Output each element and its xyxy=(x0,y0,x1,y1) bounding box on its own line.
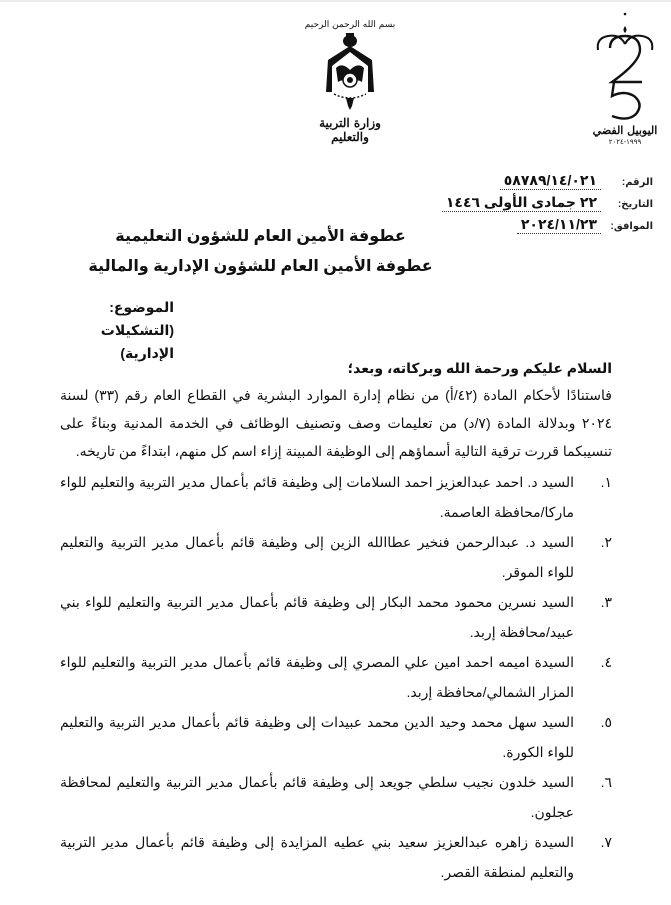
ministry-name: وزارة التربية والتعليم xyxy=(319,116,381,144)
greeting: السلام عليكم ورحمة الله وبركاته، وبعد؛ xyxy=(347,360,612,376)
reference-number-row xyxy=(433,172,653,194)
reference-number-value: ٥٨٧٨٩/١٤/٠٢١ xyxy=(500,172,601,190)
reference-number-label: الرقم: xyxy=(621,177,653,188)
reference-corresponding-value: ٢٠٢٤/١١/٢٣ xyxy=(517,216,601,234)
jubilee-25-icon xyxy=(590,8,660,126)
list-item xyxy=(60,467,612,527)
letter-body xyxy=(60,356,612,887)
promotion-list xyxy=(60,467,612,887)
jubilee-logo xyxy=(585,8,665,158)
reference-date-value: ٢٢ جمادى الأولى ١٤٤٦ xyxy=(442,194,601,212)
reference-date-row xyxy=(433,194,653,216)
coat-of-arms-icon xyxy=(318,32,382,114)
list-item xyxy=(60,767,612,827)
reference-corresponding-label: الموافق: xyxy=(610,221,653,232)
addressee-line: عطوفة الأمين العام للشؤون الإدارية والمالية xyxy=(88,258,433,275)
item-text: السيدة زاهره عبدالعزيز سعيد بني عطيه المزايدة إلى وظيفة قائم بأعمال مدير التربية والتعليم لمنطقة القصر. xyxy=(60,834,574,880)
jubilee-years: ١٩٩٩-٢٠٢٤ xyxy=(608,139,642,146)
item-text: السيد سهل محمد وحيد الدين محمد عبيدات إلى وظيفة قائم بأعمال مدير التربية والتعليم للواء الكورة. xyxy=(60,714,574,760)
list-item xyxy=(60,647,612,707)
subject-label: الموضوع: xyxy=(109,299,174,315)
page-top-edge xyxy=(0,0,671,2)
item-text: السيد د. احمد عبدالعزيز احمد السلامات إلى وظيفة قائم بأعمال مدير التربية والتعليم للواء ماركا/محافظة العاصمة. xyxy=(60,474,574,520)
reference-date-label: التاريخ: xyxy=(617,199,653,210)
list-item xyxy=(60,527,612,587)
basmala: بسم الله الرحمن الرحيم xyxy=(304,20,396,30)
item-text: السيد خلدون نجيب سلطي جويعد إلى وظيفة قائم بأعمال مدير التربية والتعليم لمحافظة عجلون. xyxy=(60,774,574,820)
item-number: ٣. xyxy=(600,594,612,610)
item-number: ٦. xyxy=(600,774,612,790)
item-number: ٥. xyxy=(600,714,612,730)
jubilee-text: اليوبيل الفضي xyxy=(592,124,658,137)
item-number: ٤. xyxy=(600,654,612,670)
item-number: ٢. xyxy=(600,534,612,550)
item-number: ١. xyxy=(600,474,612,490)
subject-value: (التشكيلات الإدارية) xyxy=(100,322,174,361)
list-item xyxy=(60,587,612,647)
addressee-block xyxy=(0,222,671,282)
ministry-letterhead xyxy=(300,10,400,150)
list-item xyxy=(60,827,612,887)
subject-block xyxy=(60,296,174,365)
item-text: السيدة اميمه احمد امين علي المصري إلى وظيفة قائم بأعمال مدير التربية والتعليم للواء المزار الشمالي/محافظة إربد. xyxy=(60,654,574,700)
item-text: السيد د. عبدالرحمن فنخير عطاالله الزين إلى وظيفة قائم بأعمال مدير التربية والتعليم للواء الموقر. xyxy=(60,534,574,580)
item-number: ٧. xyxy=(600,834,612,850)
item-text: السيد نسرين محمود محمد البكار إلى وظيفة قائم بأعمال مدير التربية والتعليم للواء بني عبيد/محافظة إربد. xyxy=(60,594,574,640)
addressee-line: عطوفة الأمين العام للشؤون التعليمية xyxy=(115,228,406,245)
list-item xyxy=(60,707,612,767)
intro-paragraph: فاستنادًا لأحكام المادة (٤٢/أ) من نظام إدارة الموارد البشرية في القطاع العام رقم (٣٣) لسنة ٢٠٢٤ وبدلالة المادة (٧/د) من تعليمات وصف وتصنيف الوظائف في الخدمة المدنية وبناءً على تنسيبكما قررت ترقية التالية أسماؤهم إلى الوظيفة المبينة إزاء اسم كل منهم، ابتداءً من تاريخه. xyxy=(60,387,612,459)
